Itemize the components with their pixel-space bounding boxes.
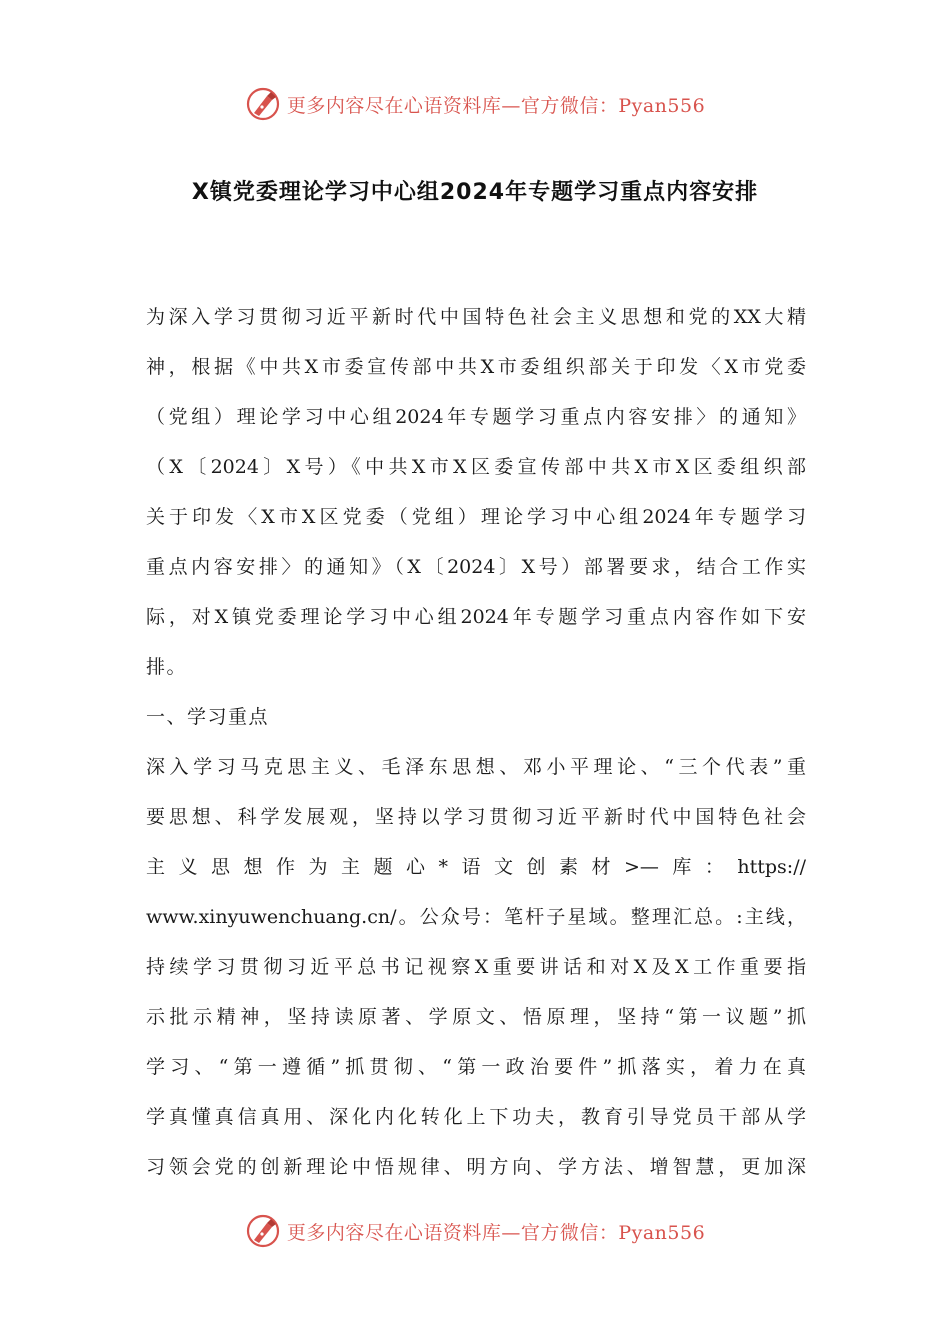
text-line: 深入学习马克思主义、毛泽东思想、邓小平理论、“三个代表”重 <box>146 756 806 778</box>
text-line: 重点内容安排〉的通知》（X〔2024〕X号）部署要求，结合工作实 <box>146 556 806 578</box>
document-title: X镇党委理论学习中心组2024年专题学习重点内容安排 <box>191 180 759 205</box>
text-line: 要思想、科学发展观，坚持以学习贯彻习近平新时代中国特色社会 <box>146 806 806 828</box>
text-line: 主义思想作为主题心*语文创素材>—库：https:// <box>146 856 806 878</box>
footer-watermark <box>0 1211 950 1251</box>
pen-nib-logo-icon <box>245 86 281 122</box>
text-line: 神，根据《中共X市委宣传部中共X市委组织部关于印发〈X市党委 <box>146 356 806 378</box>
text-line: 学真懂真信真用、深化内化转化上下功夫，教育引导党员干部从学 <box>146 1106 806 1128</box>
text-line: 关于印发〈X市X区党委（党组）理论学习中心组2024年专题学习 <box>146 506 806 528</box>
text-line: 为深入学习贯彻习近平新时代中国特色社会主义思想和党的XX大精 <box>146 306 806 328</box>
section-heading: 一、学习重点 <box>146 706 270 728</box>
text-line: 际，对X镇党委理论学习中心组2024年专题学习重点内容作如下安 <box>146 606 806 628</box>
text-line: www.xinyuwenchuang.cn/。公众号：笔杆子星域。整理汇总。:主线， <box>146 906 806 928</box>
text-line: 持续学习贯彻习近平总书记视察X重要讲话和对X及X工作重要指 <box>146 956 806 978</box>
text-line: （X〔2024〕X号）《中共X市X区委宣传部中共X市X区委组织部 <box>146 456 806 478</box>
text-line: 示批示精神，坚持读原著、学原文、悟原理，坚持“第一议题”抓 <box>146 1006 806 1028</box>
watermark-text: 更多内容尽在心语资料库—官方微信：Pyan556 <box>286 1221 706 1244</box>
text-line: 排。 <box>146 656 188 678</box>
document-body <box>146 300 806 1200</box>
header-watermark <box>0 84 950 124</box>
watermark-text: 更多内容尽在心语资料库—官方微信：Pyan556 <box>286 94 706 117</box>
text-line: 习领会党的创新理论中悟规律、明方向、学方法、增智慧，更加深 <box>146 1156 806 1178</box>
pen-nib-logo-icon <box>245 1213 281 1249</box>
text-line: 学习、“第一遵循”抓贯彻、“第一政治要件”抓落实，着力在真 <box>146 1056 806 1078</box>
text-line: （党组）理论学习中心组2024年专题学习重点内容安排〉的通知》 <box>146 406 806 428</box>
